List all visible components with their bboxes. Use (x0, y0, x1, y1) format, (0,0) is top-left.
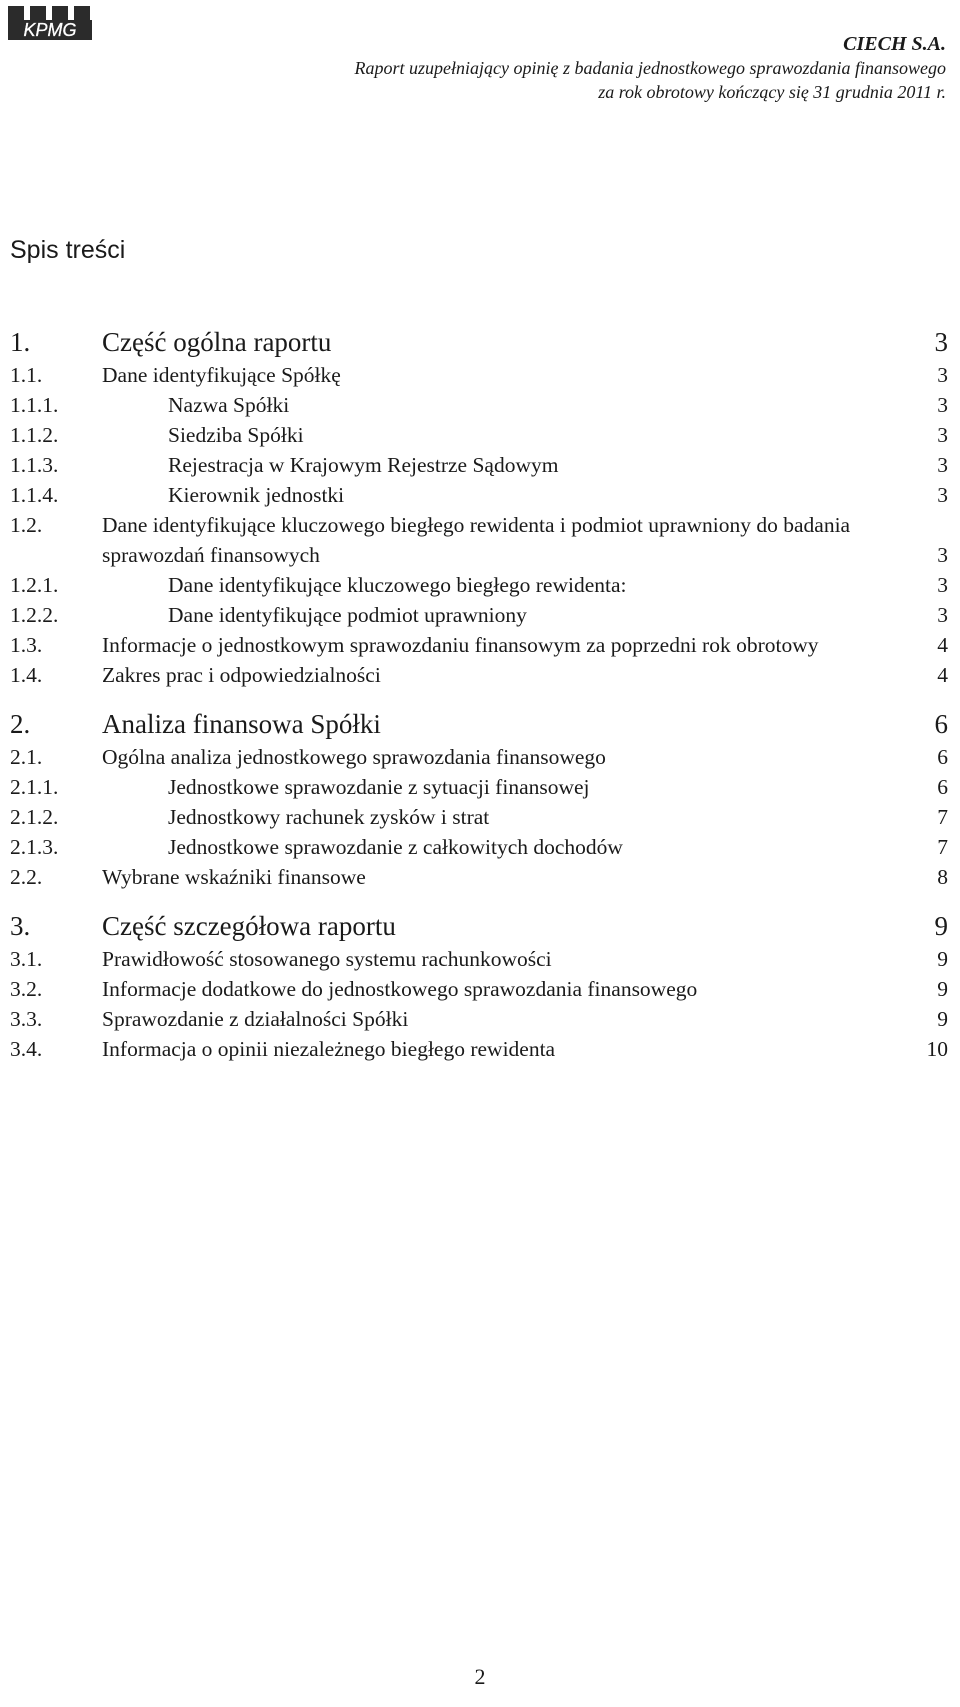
toc-entry-number: 2. (10, 709, 31, 739)
toc-entry-page: 7 (937, 835, 948, 859)
toc-entry-title: Dane identyfikujące kluczowego biegłego rewidenta i podmiot uprawniony do badania sprawozdań finansowych (102, 513, 851, 567)
toc-entry-page: 10 (926, 1037, 948, 1061)
toc-entry-number: 3.1. (10, 947, 43, 971)
toc-entry-number: 1.2.1. (10, 573, 59, 597)
toc-entry[interactable] (10, 420, 948, 450)
toc-entry-page: 3 (937, 573, 948, 597)
page-number: 2 (474, 1664, 486, 1689)
toc-entry-title: Siedziba Spółki (168, 423, 304, 447)
toc-entry-title: Część ogólna raportu (102, 327, 332, 357)
toc-entry-page: 3 (934, 327, 948, 357)
toc-entry-title: Jednostkowe sprawozdanie z sytuacji finansowej (168, 775, 590, 799)
kpmg-logo (8, 6, 92, 40)
toc-entry[interactable] (10, 974, 948, 1004)
toc-entry[interactable] (10, 772, 948, 802)
toc-entry-page: 7 (937, 805, 948, 829)
toc-entry-page: 3 (937, 603, 948, 627)
toc-entry-title: Sprawozdanie z działalności Spółki (102, 1007, 409, 1031)
toc-entry-number: 1.1.2. (10, 423, 59, 447)
toc-entry-title: Rejestracja w Krajowym Rejestrze Sądowym (168, 453, 559, 477)
toc-entry-title: Prawidłowość stosowanego systemu rachunkowości (102, 947, 552, 971)
toc-entry-number: 1. (10, 327, 31, 357)
toc-entry-title: Informacja o opinii niezależnego biegłego rewidenta (102, 1037, 556, 1061)
toc-entry-title: Dane identyfikujące Spółkę (102, 363, 341, 387)
toc-entry-title: Nazwa Spółki (168, 393, 290, 417)
toc-entry[interactable] (10, 390, 948, 420)
toc-entry-page: 3 (937, 483, 948, 507)
toc-entry-page: 6 (937, 745, 948, 769)
toc-entry-title: Zakres prac i odpowiedzialności (102, 663, 381, 687)
toc-entry-number: 2.2. (10, 865, 43, 889)
toc-entry[interactable] (10, 908, 948, 944)
toc-entry[interactable] (10, 570, 948, 600)
toc-entry-number: 3. (10, 911, 31, 941)
toc-entry-number: 1.1.3. (10, 453, 59, 477)
toc-entry-title: Ogólna analiza jednostkowego sprawozdania finansowego (102, 745, 606, 769)
toc-entry-number: 3.2. (10, 977, 43, 1001)
toc-entry-page: 6 (937, 775, 948, 799)
toc-entry[interactable] (10, 600, 948, 630)
toc-entry-number: 1.4. (10, 663, 43, 687)
toc-entry-number: 3.4. (10, 1037, 43, 1061)
toc-entry-page: 3 (937, 363, 948, 387)
toc-entry-page: 8 (937, 865, 948, 889)
report-subtitle-line1: Raport uzupełniający opinię z badania jednostkowego sprawozdania finansowego (354, 58, 946, 78)
toc-entry-page: 9 (937, 947, 948, 971)
toc-entry-page: 4 (937, 633, 948, 657)
toc-entry-title: Jednostkowy rachunek zysków i strat (168, 805, 490, 829)
toc-entry-page: 4 (937, 663, 948, 687)
toc-entry[interactable] (10, 510, 948, 570)
toc-entry-page: 3 (937, 393, 948, 417)
toc-entry-number: 2.1. (10, 745, 43, 769)
toc-entry-title: Informacje dodatkowe do jednostkowego sprawozdania finansowego (102, 977, 698, 1001)
toc-entry-number: 1.1. (10, 363, 43, 387)
toc-entry-number: 1.2.2. (10, 603, 59, 627)
toc-entry[interactable] (10, 742, 948, 772)
toc-entry-page: 3 (937, 543, 948, 567)
toc-entry[interactable] (10, 802, 948, 832)
toc-entry-number: 2.1.2. (10, 805, 59, 829)
toc-entry[interactable] (10, 1034, 948, 1064)
toc-entry-title: Dane identyfikujące kluczowego biegłego rewidenta: (168, 573, 627, 597)
toc-entry-title: Dane identyfikujące podmiot uprawniony (168, 603, 527, 627)
toc-entry-number: 2.1.3. (10, 835, 59, 859)
toc-entry[interactable] (10, 480, 948, 510)
toc-entry-page: 9 (934, 911, 948, 941)
toc-entry[interactable] (10, 450, 948, 480)
toc-entry-title: Analiza finansowa Spółki (102, 709, 381, 739)
toc-entry-page: 6 (934, 709, 948, 739)
toc-entry-number: 1.2. (10, 513, 43, 537)
toc-entry[interactable] (10, 630, 948, 660)
company-name: CIECH S.A. (843, 33, 946, 55)
toc-entry-page: 3 (937, 423, 948, 447)
toc-entry[interactable] (10, 706, 948, 742)
table-of-contents (10, 324, 948, 1064)
toc-entry[interactable] (10, 862, 948, 892)
toc-entry[interactable] (10, 660, 948, 690)
toc-entry-title: Kierownik jednostki (168, 483, 345, 507)
toc-entry-number: 1.1.1. (10, 393, 59, 417)
toc-entry[interactable] (10, 324, 948, 360)
toc-entry-number: 3.3. (10, 1007, 43, 1031)
toc-entry-title: Informacje o jednostkowym sprawozdaniu finansowym za poprzedni rok obrotowy (102, 633, 819, 657)
toc-entry-number: 1.1.4. (10, 483, 59, 507)
toc-entry[interactable] (10, 1004, 948, 1034)
document-header (355, 32, 946, 104)
toc-entry-title: Wybrane wskaźniki finansowe (102, 865, 366, 889)
toc-entry-title: Część szczegółowa raportu (102, 911, 396, 941)
toc-entry-page: 3 (937, 453, 948, 477)
toc-entry-number: 1.3. (10, 633, 43, 657)
toc-entry-number: 2.1.1. (10, 775, 59, 799)
toc-entry[interactable] (10, 944, 948, 974)
logo-text: KPMG (23, 20, 77, 40)
toc-entry-title: Jednostkowe sprawozdanie z całkowitych dochodów (168, 835, 623, 859)
toc-entry[interactable] (10, 832, 948, 862)
toc-entry[interactable] (10, 360, 948, 390)
report-subtitle-line2: za rok obrotowy kończący się 31 grudnia 2011 r. (598, 82, 946, 102)
toc-title: Spis treści (10, 236, 126, 264)
toc-entry-page: 9 (937, 977, 948, 1001)
toc-entry-page: 9 (937, 1007, 948, 1031)
